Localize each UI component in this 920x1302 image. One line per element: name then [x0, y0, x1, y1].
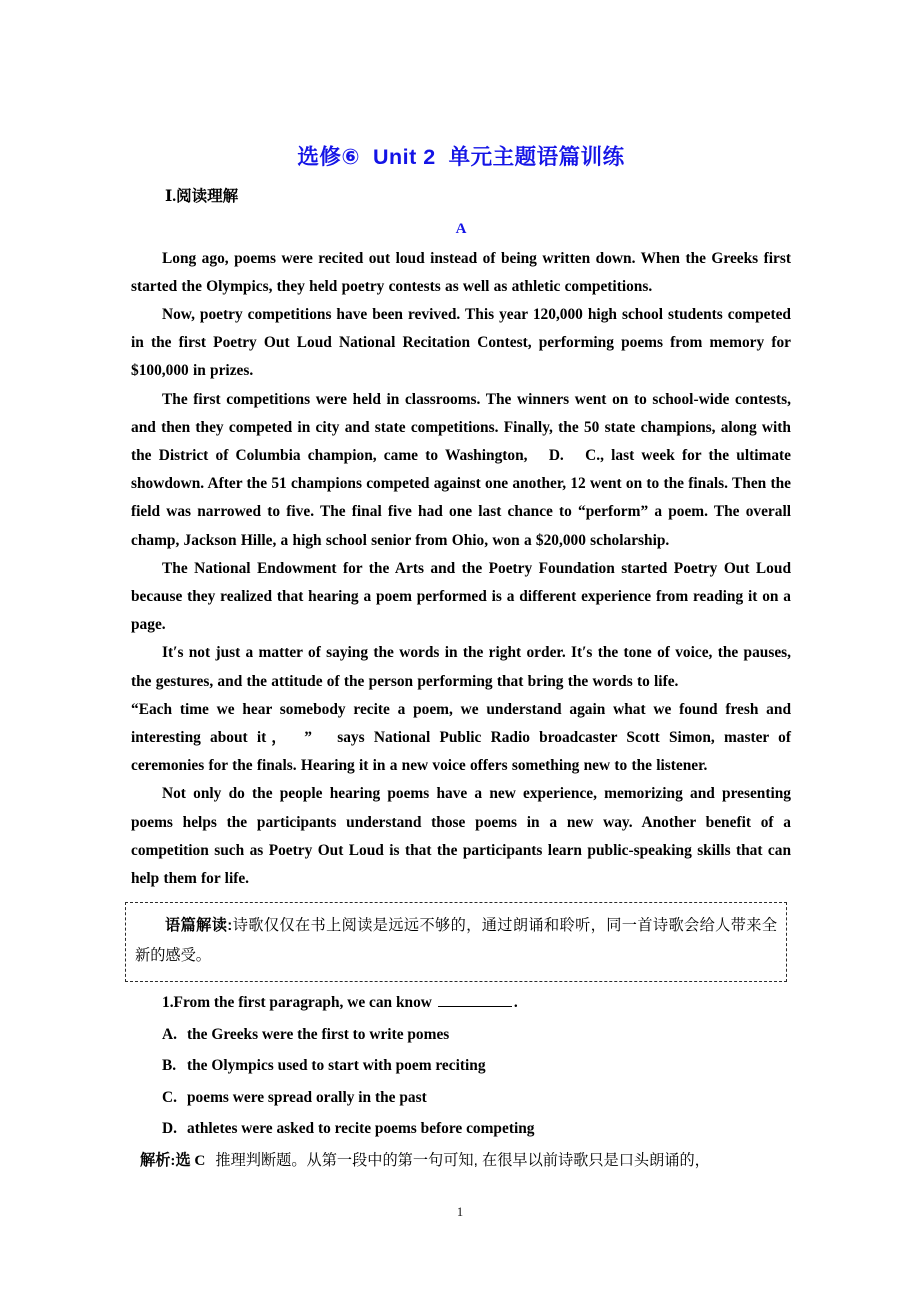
question-number: 1.	[162, 994, 174, 1012]
answer-explanation	[131, 1145, 791, 1175]
option-b[interactable]	[131, 1050, 791, 1082]
passage-paragraph: It′s not just a matter of saying the words in the right order. It′s the tone of voice, the pauses, the gestures, and the attitude of the person performing that bring the words to life.	[131, 644, 791, 690]
option-b-letter: B.	[162, 1057, 177, 1075]
question-block	[131, 982, 791, 1175]
passage-paragraph: The first competitions were held in classrooms. The winners went on to school-wide contests, and then they competed in city and state competitions. Finally, the 50 state champions, along with the District of Columbia champion, came to Washington, D. C., last week for the ultimate showdown. After the 51 champions competed against one another, 12 went on to the finals. Then the field was narrowed to five. The final five had one last chance to “perform” a poem. The overall champ, Jackson Hille, a high school senior from Ohio, won a $20,000 scholarship.	[131, 390, 791, 549]
passage-analysis-label: 语篇解读:	[165, 917, 233, 935]
option-d-letter: D.	[162, 1120, 177, 1138]
explanation-label: 解析:	[140, 1151, 176, 1169]
page-number: 1	[456, 1205, 464, 1219]
passage-analysis-body: 诗歌仅仅在书上阅读是远远不够的，通过朗诵和聆听，同一首诗歌会给人带来全新的感受。	[135, 917, 777, 965]
passage-analysis-box	[125, 902, 787, 982]
passage-label: A	[455, 220, 467, 237]
option-a-text: the Greeks were the first to write pomes	[187, 1025, 450, 1043]
section-heading-reading-comprehension: Ⅰ.阅读理解	[165, 187, 239, 205]
page-content	[131, 0, 791, 1175]
option-c[interactable]	[131, 1082, 791, 1114]
passage-paragraph: Not only do the people hearing poems have a new experience, memorizing and presenting poems helps the participants understand those poems in a new way. Another benefit of a competition such as Poetry Out Loud is that the participants learn public-speaking skills that can help them for life.	[131, 785, 791, 887]
passage-paragraph: Now, poetry competitions have been revived. This year 120,000 high school students competed in the first Poetry Out Loud National Recitation Contest, performing poems from memory for $100,000 in prizes.	[131, 305, 791, 380]
page-title: 选修⑥ Unit 2 单元主题语篇训练	[297, 145, 625, 169]
question-stem-text: From the first paragraph, we can know	[173, 994, 432, 1012]
passage-paragraph: Long ago, poems were recited out loud instead of being written down. When the Greeks first started the Olympics, they held poetry contests as well as athletic competitions.	[131, 249, 791, 295]
explanation-text: 推理判断题。从第一段中的第一句可知, 在很早以前诗歌只是口头朗诵的，	[215, 1151, 710, 1169]
option-a[interactable]	[131, 1019, 791, 1051]
option-b-text: the Olympics used to start with poem reciting	[187, 1057, 486, 1075]
question-stem	[131, 987, 791, 1019]
passage-paragraph: “Each time we hear somebody recite a poem, we understand again what we found fresh and interesting about it， ” says National Public Radio broadcaster Scott Simon, master of ceremonies for the finals. Hearing it in a new voice offers something new to the listener.	[131, 700, 791, 775]
option-a-letter: A.	[162, 1025, 177, 1043]
passage-body	[131, 238, 791, 894]
option-c-letter: C.	[162, 1088, 177, 1106]
passage-paragraph: The National Endowment for the Arts and the Poetry Foundation started Poetry Out Loud because they realized that hearing a poem performed is a different experience from reading it on a page.	[131, 559, 791, 634]
passage-analysis-text	[135, 911, 777, 971]
option-d-text: athletes were asked to recite poems before competing	[187, 1120, 535, 1138]
option-d[interactable]	[131, 1113, 791, 1145]
answer-blank[interactable]	[438, 993, 512, 1007]
option-c-text: poems were spread orally in the past	[187, 1088, 427, 1106]
question-stem-end: .	[513, 994, 518, 1012]
explanation-answer: 选 C	[175, 1151, 206, 1169]
